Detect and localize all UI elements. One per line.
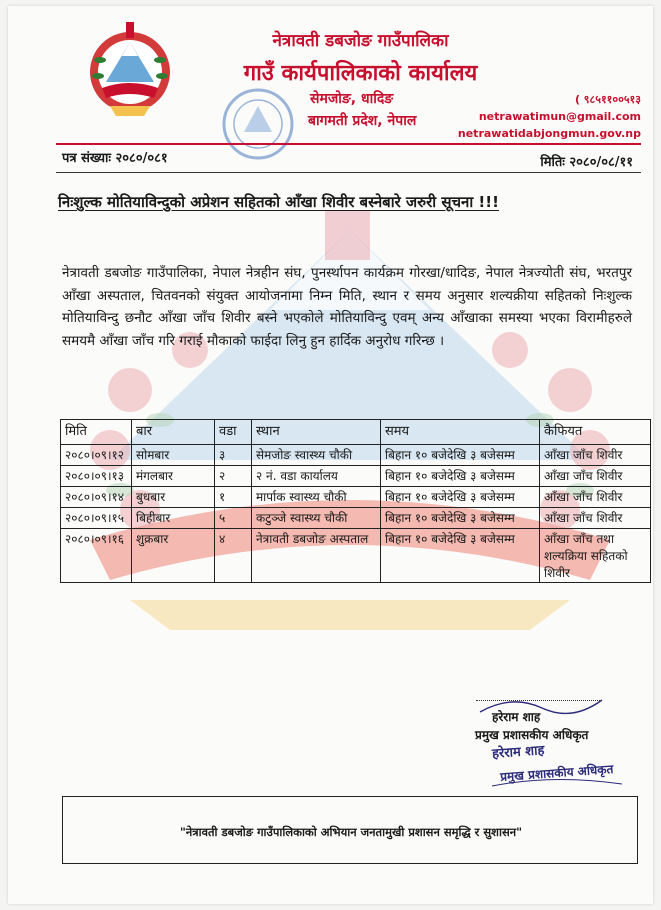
title-stamp: प्रमुख प्रशासकीय अधिकृत bbox=[499, 762, 614, 784]
cell-ward: ५ bbox=[215, 508, 252, 529]
cell-time: बिहान १० बजेदेखि ३ बजेसम्म bbox=[381, 445, 540, 466]
table-row bbox=[61, 487, 651, 508]
letter-date: मितिः २०८०/०८/११ bbox=[540, 155, 633, 170]
cell-day: शुक्रबार bbox=[132, 529, 215, 583]
column-header-day: बार bbox=[132, 420, 215, 445]
table-row bbox=[61, 529, 651, 583]
column-header-remarks: कैफियत bbox=[540, 420, 651, 445]
cell-ward: ३ bbox=[215, 445, 252, 466]
column-header-place: स्थान bbox=[252, 420, 381, 445]
signature-line bbox=[476, 700, 602, 701]
cell-ward: २ bbox=[215, 466, 252, 487]
table-row bbox=[61, 466, 651, 487]
cell-place: मार्पाक स्वास्थ्य चौकी bbox=[252, 487, 381, 508]
cell-place: सेमजोङ स्वास्थ्य चौकी bbox=[252, 445, 381, 466]
cell-time: बिहान १० बजेदेखि ३ बजेसम्म bbox=[381, 508, 540, 529]
website-address[interactable]: netrawatidabjongmun.gov.np bbox=[457, 127, 641, 140]
cell-day: मंगलबार bbox=[132, 466, 215, 487]
cell-date: २०८०।०९।१४ bbox=[61, 487, 132, 508]
cell-remarks: आँखा जाँच शिवीर bbox=[540, 487, 651, 508]
table-header-row bbox=[61, 420, 651, 445]
cell-day: सोमबार bbox=[132, 445, 215, 466]
cell-ward: ४ bbox=[215, 529, 252, 583]
email-address[interactable]: netrawatimun@gmail.com bbox=[478, 110, 641, 123]
cell-remarks: आँखा जाँच शिवीर bbox=[540, 445, 651, 466]
ref-divider bbox=[56, 172, 641, 173]
cell-date: २०८०।०९।१२ bbox=[61, 445, 132, 466]
phone-number: ( ९८५११००५१३ bbox=[574, 93, 641, 106]
table-row bbox=[61, 508, 651, 529]
reference-number: पत्र संख्याः २०८०/०८१ bbox=[62, 151, 168, 166]
column-header-time: समय bbox=[381, 420, 540, 445]
office-location: सेमजोङ, धादिङ bbox=[310, 91, 394, 107]
subject-line: निःशुल्क मोतियाविन्दुको अप्रेशन सहितको आँखा शिवीर बस्नेबारे जरुरी सूचना !!! bbox=[58, 193, 499, 211]
cell-date: २०८०।०९।१५ bbox=[61, 508, 132, 529]
signatory-title: प्रमुख प्रशासकीय अधिकृत bbox=[475, 728, 589, 742]
footer-slogan: "नेत्रावती डबजोङ गाउँपालिकाको अभियान जनतामुखी प्रशासन समृद्धि र सुशासन" bbox=[179, 825, 523, 839]
cell-place: नेत्रावती डबजोङ अस्पताल bbox=[252, 529, 381, 583]
signatory-name: हरेराम शाह bbox=[492, 710, 541, 724]
column-header-ward: वडा bbox=[215, 420, 252, 445]
notice-body: नेत्रावती डबजोङ गाउँपालिका, नेपाल नेत्रहीन संघ, पुनर्स्थापन कार्यक्रम गोरखा/धादिङ, नेपाल नेत्रज्योती संघ, भरतपुर आँखा अस्पताल, चितवनको संयुक्त आयोजनामा निम्न मिति, स्थान र समय अनुसार शल्यक्रीया सहितको निःशुल्क मोतियाविन्दु छनौट आँखा जाँच शिवीर बस्ने भएकोले मोतियाविन्दु एवम् अन्य आँखाका समस्या भएका विरामीहरुले समयमै आँखा जाँच गरि गराई मौकाको फाईदा लिनु हुन हार्दिक अनुरोध गरिन्छ । bbox=[62, 265, 632, 349]
office-stamp bbox=[202, 86, 314, 162]
cell-time: बिहान १० बजेदेखि ३ बजेसम्म bbox=[381, 529, 540, 583]
office-name: गाउँ कार्यपालिकाको कार्यालय bbox=[243, 61, 478, 86]
cell-ward: १ bbox=[215, 487, 252, 508]
office-province: बागमती प्रदेश, नेपाल bbox=[308, 113, 417, 129]
schedule-table bbox=[60, 419, 651, 583]
cell-date: २०८०।०९।१३ bbox=[61, 466, 132, 487]
cell-remarks: आँखा जाँच शिवीर bbox=[540, 466, 651, 487]
footer-box bbox=[62, 796, 638, 864]
cell-remarks: आँखा जाँच शिवीर bbox=[540, 508, 651, 529]
column-header-date: मिति bbox=[61, 420, 132, 445]
cell-time: बिहान १० बजेदेखि ३ बजेसम्म bbox=[381, 466, 540, 487]
name-stamp: हरेराम शाह bbox=[491, 743, 545, 762]
cell-time: बिहान १० बजेदेखि ३ बजेसम्म bbox=[381, 487, 540, 508]
municipality-name: नेत्रावती डबजोङ गाउँपालिका bbox=[272, 31, 449, 51]
cell-day: बिहीबार bbox=[132, 508, 215, 529]
table-row bbox=[61, 445, 651, 466]
cell-place: कटुञ्जे स्वास्थ्य चौकी bbox=[252, 508, 381, 529]
cell-place: २ नं. वडा कार्यालय bbox=[252, 466, 381, 487]
cell-day: बुधबार bbox=[132, 487, 215, 508]
cell-remarks: आँखा जाँच तथा शल्यक्रिया सहितको शिवीर bbox=[540, 529, 651, 583]
cell-date: २०८०।०९।१६ bbox=[61, 529, 132, 583]
header-divider bbox=[56, 143, 641, 145]
